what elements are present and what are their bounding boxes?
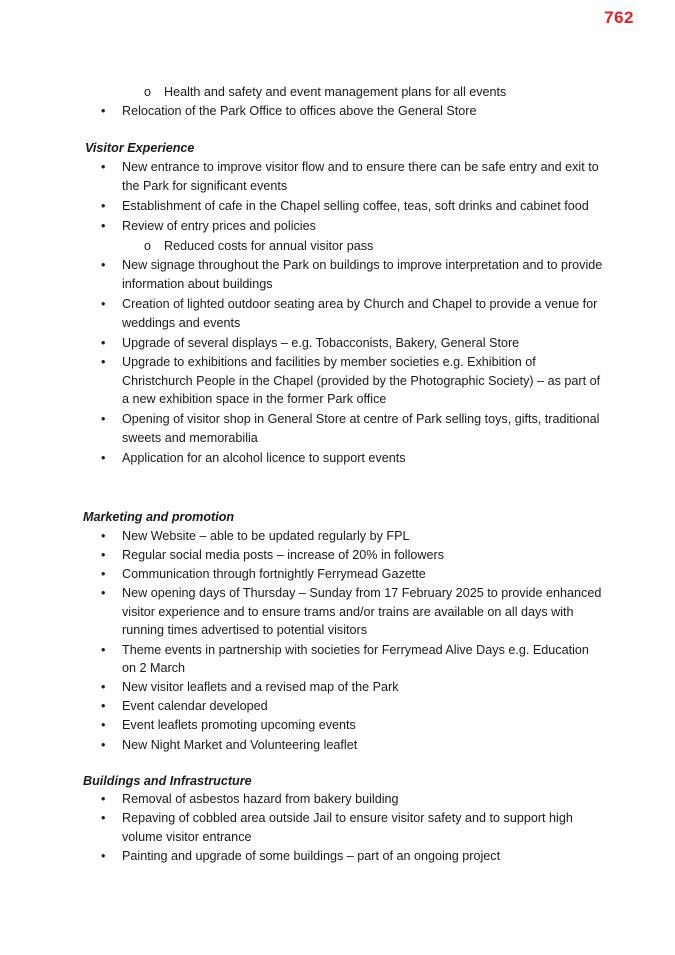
bullet-icon: • [101, 335, 106, 350]
marketing-list [0, 527, 675, 754]
bullet-icon: • [101, 160, 106, 174]
list-item [0, 736, 675, 755]
list-item-text: Painting and upgrade of some buildings – part of an ongoing project [122, 848, 501, 863]
list-item-text: Upgrade of several displays – e.g. Tobacconists, Bakery, General Store [122, 335, 520, 350]
list-item [0, 809, 675, 846]
list-item [0, 353, 675, 409]
bullet-icon: • [101, 567, 106, 582]
list-item [0, 847, 675, 866]
buildings-list [0, 790, 675, 865]
bullet-icon: • [101, 848, 106, 863]
list-item-text: Health and safety and event management plans for all events [164, 85, 507, 99]
list-item [0, 697, 675, 716]
bullet-icon: • [101, 218, 106, 233]
list-item [0, 546, 675, 565]
list-item-text: Regular social media posts – increase of 20% in followers [122, 548, 445, 563]
bullet-icon: • [101, 450, 106, 465]
bullet-icon: • [101, 354, 106, 369]
list-item-text: Establishment of cafe in the Chapel selling coffee, teas, soft drinks and cabinet food [122, 198, 589, 213]
bullet-icon: • [101, 680, 106, 695]
list-item-text: Creation of lighted outdoor seating area by Church and Chapel to provide a venue for weddings and events [122, 297, 598, 330]
list-item [0, 678, 675, 697]
bullet-icon: • [101, 104, 106, 119]
list-item [0, 410, 675, 447]
list-item [0, 158, 675, 195]
bullet-icon: • [101, 737, 106, 752]
list-item [0, 527, 675, 546]
bullet-icon: • [101, 586, 106, 601]
list-item-text: Application for an alcohol licence to support events [122, 450, 406, 465]
list-item [0, 217, 675, 236]
list-item [0, 790, 675, 809]
sub-bullet-icon: o [144, 239, 152, 254]
list-item [0, 197, 675, 216]
bullet-icon: • [101, 258, 106, 273]
list-item-text: Opening of visitor shop in General Store at centre of Park selling toys, gifts, traditional sweets and memorabilia [122, 412, 600, 445]
list-item-text: Event leaflets promoting upcoming events [122, 718, 356, 733]
list-item-text: New Website – able to be updated regularly by FPL [122, 529, 410, 543]
list-item [0, 295, 675, 332]
bullet-icon: • [101, 198, 106, 213]
bullet-icon: • [101, 811, 106, 826]
list-sub-item [0, 83, 675, 102]
list-item-text: Relocation of the Park Office to offices above the General Store [122, 104, 477, 119]
list-item-text: Communication through fortnightly Ferrymead Gazette [122, 567, 426, 582]
bullet-icon: • [101, 529, 106, 543]
list-item-text: Theme events in partnership with societies for Ferrymead Alive Days e.g. Education on 2 March [122, 642, 589, 676]
list-item-text: Repaving of cobbled area outside Jail to ensure visitor safety and to support high volume visitor entrance [122, 811, 573, 844]
bullet-icon: • [101, 548, 106, 563]
list-item [0, 256, 675, 293]
list-item-text: New entrance to improve visitor flow and to ensure there can be safe entry and exit to the Park for significant events [122, 160, 599, 193]
section-heading-marketing: Marketing and promotion [83, 510, 235, 524]
list-item [0, 334, 675, 353]
list-item-text: Reduced costs for annual visitor pass [164, 239, 374, 254]
sub-bullet-icon: o [144, 85, 152, 99]
list-item [0, 584, 675, 640]
bullet-icon: • [101, 792, 106, 806]
list-item [0, 449, 675, 468]
intro-list [0, 83, 675, 121]
list-sub-item [0, 237, 675, 256]
list-item-text: New signage throughout the Park on buildings to improve interpretation and to provide information about buildings [122, 258, 603, 292]
section-heading-buildings: Buildings and Infrastructure [83, 774, 252, 788]
list-item [0, 641, 675, 678]
list-item-text: Event calendar developed [122, 699, 268, 714]
bullet-icon: • [101, 297, 106, 312]
list-item [0, 716, 675, 735]
list-item-text: New visitor leaflets and a revised map of the Park [122, 680, 399, 695]
list-item [0, 565, 675, 584]
list-item [0, 102, 675, 121]
list-item-text: Upgrade to exhibitions and facilities by member societies e.g. Exhibition of Christchurch People in the Chapel (provided by the Photographic Society) – as part of a new exhibition space in the former Park office [122, 354, 601, 407]
bullet-icon: • [101, 699, 106, 714]
section-heading-visitor-experience: Visitor Experience [85, 141, 195, 155]
list-item-text: Review of entry prices and policies [122, 218, 316, 233]
visitor-experience-list [0, 158, 675, 468]
bullet-icon: • [101, 642, 106, 657]
list-item-text: Removal of asbestos hazard from bakery building [122, 792, 399, 806]
list-item-text: New opening days of Thursday – Sunday from 17 February 2025 to provide enhanced visitor experience and to ensure trams and/or trains are available on all days with running times advertised to potential visitors [122, 586, 602, 638]
page-number: 762 [604, 8, 634, 27]
bullet-icon: • [101, 412, 106, 427]
bullet-icon: • [101, 718, 106, 733]
list-item-text: New Night Market and Volunteering leaflet [122, 737, 358, 752]
